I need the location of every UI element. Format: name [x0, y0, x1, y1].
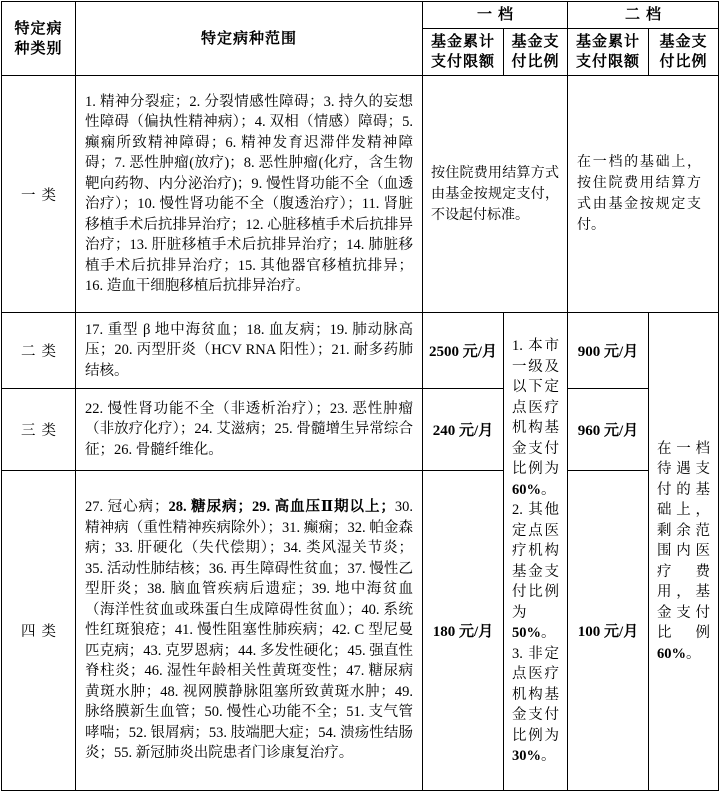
ratio-rule-end: 。 — [541, 481, 556, 498]
tier-2-limit: 100 元/月 — [568, 471, 649, 791]
category-label: 一类 — [2, 76, 76, 313]
disease-range: 22. 慢性肾功能不全（非透析治疗）；23. 恶性肿瘤（非放疗化疗）；24. 艾滋病；25. 骨髓增生异常综合征；26. 骨髓纤维化。 — [76, 389, 423, 471]
table-row — [2, 471, 719, 791]
special-disease-table — [1, 1, 719, 791]
ratio-rule-percent: 60% — [657, 645, 687, 662]
ratio-rule-text: 2. 其他定点医疗机构基金支付比例为 — [512, 502, 560, 621]
table-row — [2, 389, 719, 471]
ratio-rule — [512, 644, 559, 767]
header-category: 特定病种类别 — [2, 2, 76, 76]
category-label: 二类 — [2, 313, 76, 389]
ratio-rule-end: 。 — [541, 625, 556, 642]
tier-2-ratio-rule — [649, 313, 719, 791]
header-range: 特定病种范围 — [76, 2, 423, 76]
tier-1-limit: 2500 元/月 — [423, 313, 504, 389]
header-tier-1: 一档 — [423, 2, 568, 29]
header-row-1 — [2, 2, 719, 29]
tier-1-note: 按住院费用结算方式由基金按规定支付，不设起付标准。 — [423, 76, 568, 313]
header-tier-2-limit: 基金累计支付限额 — [568, 29, 649, 76]
header-tier-2-ratio: 基金支付比例 — [649, 29, 719, 76]
disease-range-before: 27. 冠心病； — [85, 499, 169, 516]
table-row — [2, 313, 719, 389]
ratio-rule-end: 。 — [541, 748, 556, 765]
category-label: 四类 — [2, 471, 76, 791]
disease-range: 17. 重型 β 地中海贫血；18. 血友病；19. 肺动脉高压；20. 丙型肝炎（HCV RNA 阳性）；21. 耐多药肺结核。 — [76, 313, 423, 389]
ratio-rule-text: 1. 本市一级及以下定点医疗机构基金支付比例为 — [512, 338, 560, 478]
ratio-rule-text: 3. 非定点医疗机构基金支付比例为 — [512, 645, 560, 744]
ratio-rule-percent: 60% — [512, 481, 541, 498]
tier-1-ratio-rules — [504, 313, 568, 791]
disease-range-bold: 28. 糖尿病；29. 高血压Ⅱ期以上； — [168, 499, 395, 516]
ratio-rule-text: 在一档待遇支付的基础上，剩余范围内医疗费用，基金支付比例 — [657, 440, 711, 642]
tier-2-limit: 960 元/月 — [568, 389, 649, 471]
disease-range — [76, 471, 423, 791]
ratio-rule-percent: 50% — [512, 625, 541, 642]
tier-1-limit: 180 元/月 — [423, 471, 504, 791]
header-tier-2: 二档 — [568, 2, 719, 29]
header-tier-1-limit: 基金累计支付限额 — [423, 29, 504, 76]
tier-2-note: 在一档的基础上，按住院费用结算方式由基金按规定支付。 — [568, 76, 719, 313]
disease-range: 1. 精神分裂症；2. 分裂情感性障碍；3. 持久的妄想性障碍（偏执性精神病）；4. 双相（情感）障碍；5. 癫痫所致精神障碍；6. 精神发育迟滞伴发精神障碍；7. 恶性肿瘤(放疗)；8. 恶性肿瘤(化疗，含生物靶向药物、内分泌治疗)；9. 慢性肾功能不全（血透治疗）；10. 慢性肾功能不全（腹透治疗）；11. 肾脏移植手术后抗排异治疗；12. 心脏移植手术后抗排异治疗；13. 肝脏移植手术后抗排异治疗；14. 肺脏移植手术后抗排异治疗；15. 其他器官移植抗排异；16. 造血干细胞移植后抗排异治疗。 — [76, 76, 423, 313]
ratio-rule-end: 。 — [686, 645, 701, 662]
header-tier-1-ratio: 基金支付比例 — [504, 29, 568, 76]
tier-2-limit: 900 元/月 — [568, 313, 649, 389]
ratio-rule — [512, 336, 559, 500]
category-label: 三类 — [2, 389, 76, 471]
table-row — [2, 76, 719, 313]
disease-range-after: 30. 精神病（重性精神疾病除外）；31. 癫痫；32. 帕金森病；33. 肝硬化（失代偿期）；34. 类风湿关节炎；35. 活动性肺结核；36. 再生障碍性贫血；37. 慢性乙型肝炎；38. 脑血管疾病后遗症；39. 地中海贫血（海洋性贫血或珠蛋白生成障碍性贫血）；40. 系统性红斑狼疮；41. 慢性阻塞性肺疾病；42. C 型尼曼匹克病；43. 克罗恩病；44. 多发性硬化；45. 强直性脊柱炎；46. 湿性年龄相关性黄斑变性；47. 糖尿病黄斑水肿；48. 视网膜静脉阻塞所致黄斑水肿；49. 脉络膜新生血管；50. 慢性心功能不全；51. 支气管哮喘；52. 银屑病；53. 肢端肥大症；54. 溃疡性结肠炎；55. 新冠肺炎出院患者门诊康复治疗。 — [85, 499, 413, 762]
ratio-rule-percent: 30% — [512, 748, 541, 765]
ratio-rule — [512, 500, 559, 644]
tier-1-limit: 240 元/月 — [423, 389, 504, 471]
